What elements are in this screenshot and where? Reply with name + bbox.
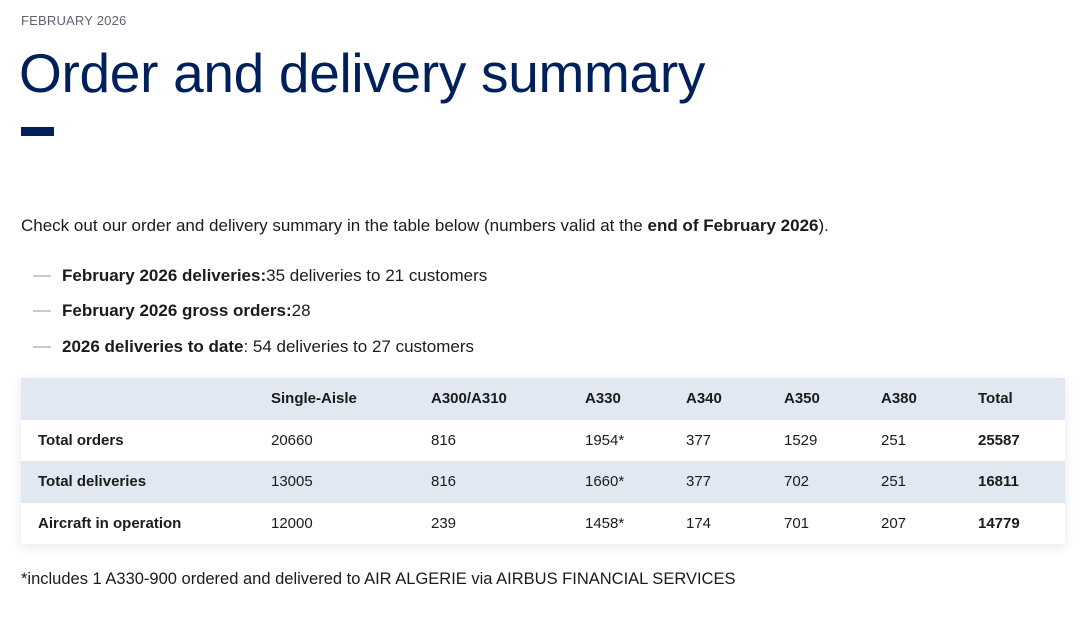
table-row xyxy=(21,503,1065,545)
dash-icon xyxy=(33,275,51,277)
table-cell: 251 xyxy=(881,473,907,491)
summary-table-container xyxy=(21,378,1065,544)
table-cell: 816 xyxy=(431,431,457,449)
title-accent-rule xyxy=(21,127,54,136)
row-label: Total deliveries xyxy=(38,473,147,491)
row-label: Aircraft in operation xyxy=(38,514,182,532)
total-cell: 14779 xyxy=(978,514,1020,532)
dash-icon xyxy=(33,346,51,348)
table-cell: 174 xyxy=(686,514,712,532)
intro-suffix: ). xyxy=(818,216,829,235)
total-cell: 16811 xyxy=(978,473,1019,491)
table-cell: 207 xyxy=(881,514,907,532)
table-cell: 13005 xyxy=(271,473,313,491)
kicker-date: FEBRUARY 2026 xyxy=(21,13,127,28)
column-header: Total xyxy=(978,390,1013,408)
bullet-label: February 2026 deliveries: xyxy=(62,265,267,285)
table-row xyxy=(21,461,1065,503)
bullet-text: : 54 deliveries to 27 customers xyxy=(243,336,474,356)
bullet-item xyxy=(33,294,487,330)
table-cell: 377 xyxy=(686,473,712,491)
summary-bullet-list xyxy=(33,258,487,365)
summary-table xyxy=(21,378,1065,544)
table-cell: 702 xyxy=(784,473,810,491)
column-header: A330 xyxy=(585,390,621,408)
bullet-text: 35 deliveries to 21 customers xyxy=(266,265,488,285)
column-header: A380 xyxy=(881,390,917,408)
table-cell: 1458* xyxy=(585,514,625,532)
intro-emphasis: end of February 2026 xyxy=(647,216,819,235)
table-cell: 251 xyxy=(881,431,907,449)
table-cell: 1529 xyxy=(784,431,818,449)
bullet-item xyxy=(33,329,487,365)
bullet-text: 28 xyxy=(291,301,311,321)
table-cell: 239 xyxy=(431,514,457,532)
table-row xyxy=(21,420,1065,462)
table-cell: 12000 xyxy=(271,514,313,532)
total-cell: 25587 xyxy=(978,431,1020,449)
intro-paragraph xyxy=(21,215,829,237)
table-cell: 1660* xyxy=(585,473,625,491)
bullet-item xyxy=(33,258,487,294)
footnote: *includes 1 A330-900 ordered and delivered to AIR ALGERIE via AIRBUS FINANCIAL SERVICES xyxy=(21,570,736,588)
column-header: Single-Aisle xyxy=(271,390,357,408)
bullet-label: February 2026 gross orders: xyxy=(62,301,292,321)
page-title: Order and delivery summary xyxy=(19,42,706,104)
column-header: A340 xyxy=(686,390,722,408)
column-header xyxy=(21,378,271,420)
table-cell: 701 xyxy=(784,514,810,532)
table-header-row xyxy=(21,378,1065,420)
table-cell: 816 xyxy=(431,473,457,491)
table-cell: 377 xyxy=(686,431,712,449)
column-header: A300/A310 xyxy=(431,390,507,408)
intro-prefix: Check out our order and delivery summary in the table below (numbers valid at the xyxy=(21,216,648,235)
column-header: A350 xyxy=(784,390,820,408)
row-label: Total orders xyxy=(38,431,124,449)
table-cell: 20660 xyxy=(271,431,313,449)
dash-icon xyxy=(33,310,51,312)
table-cell: 1954* xyxy=(585,431,625,449)
bullet-label: 2026 deliveries to date xyxy=(62,336,244,356)
